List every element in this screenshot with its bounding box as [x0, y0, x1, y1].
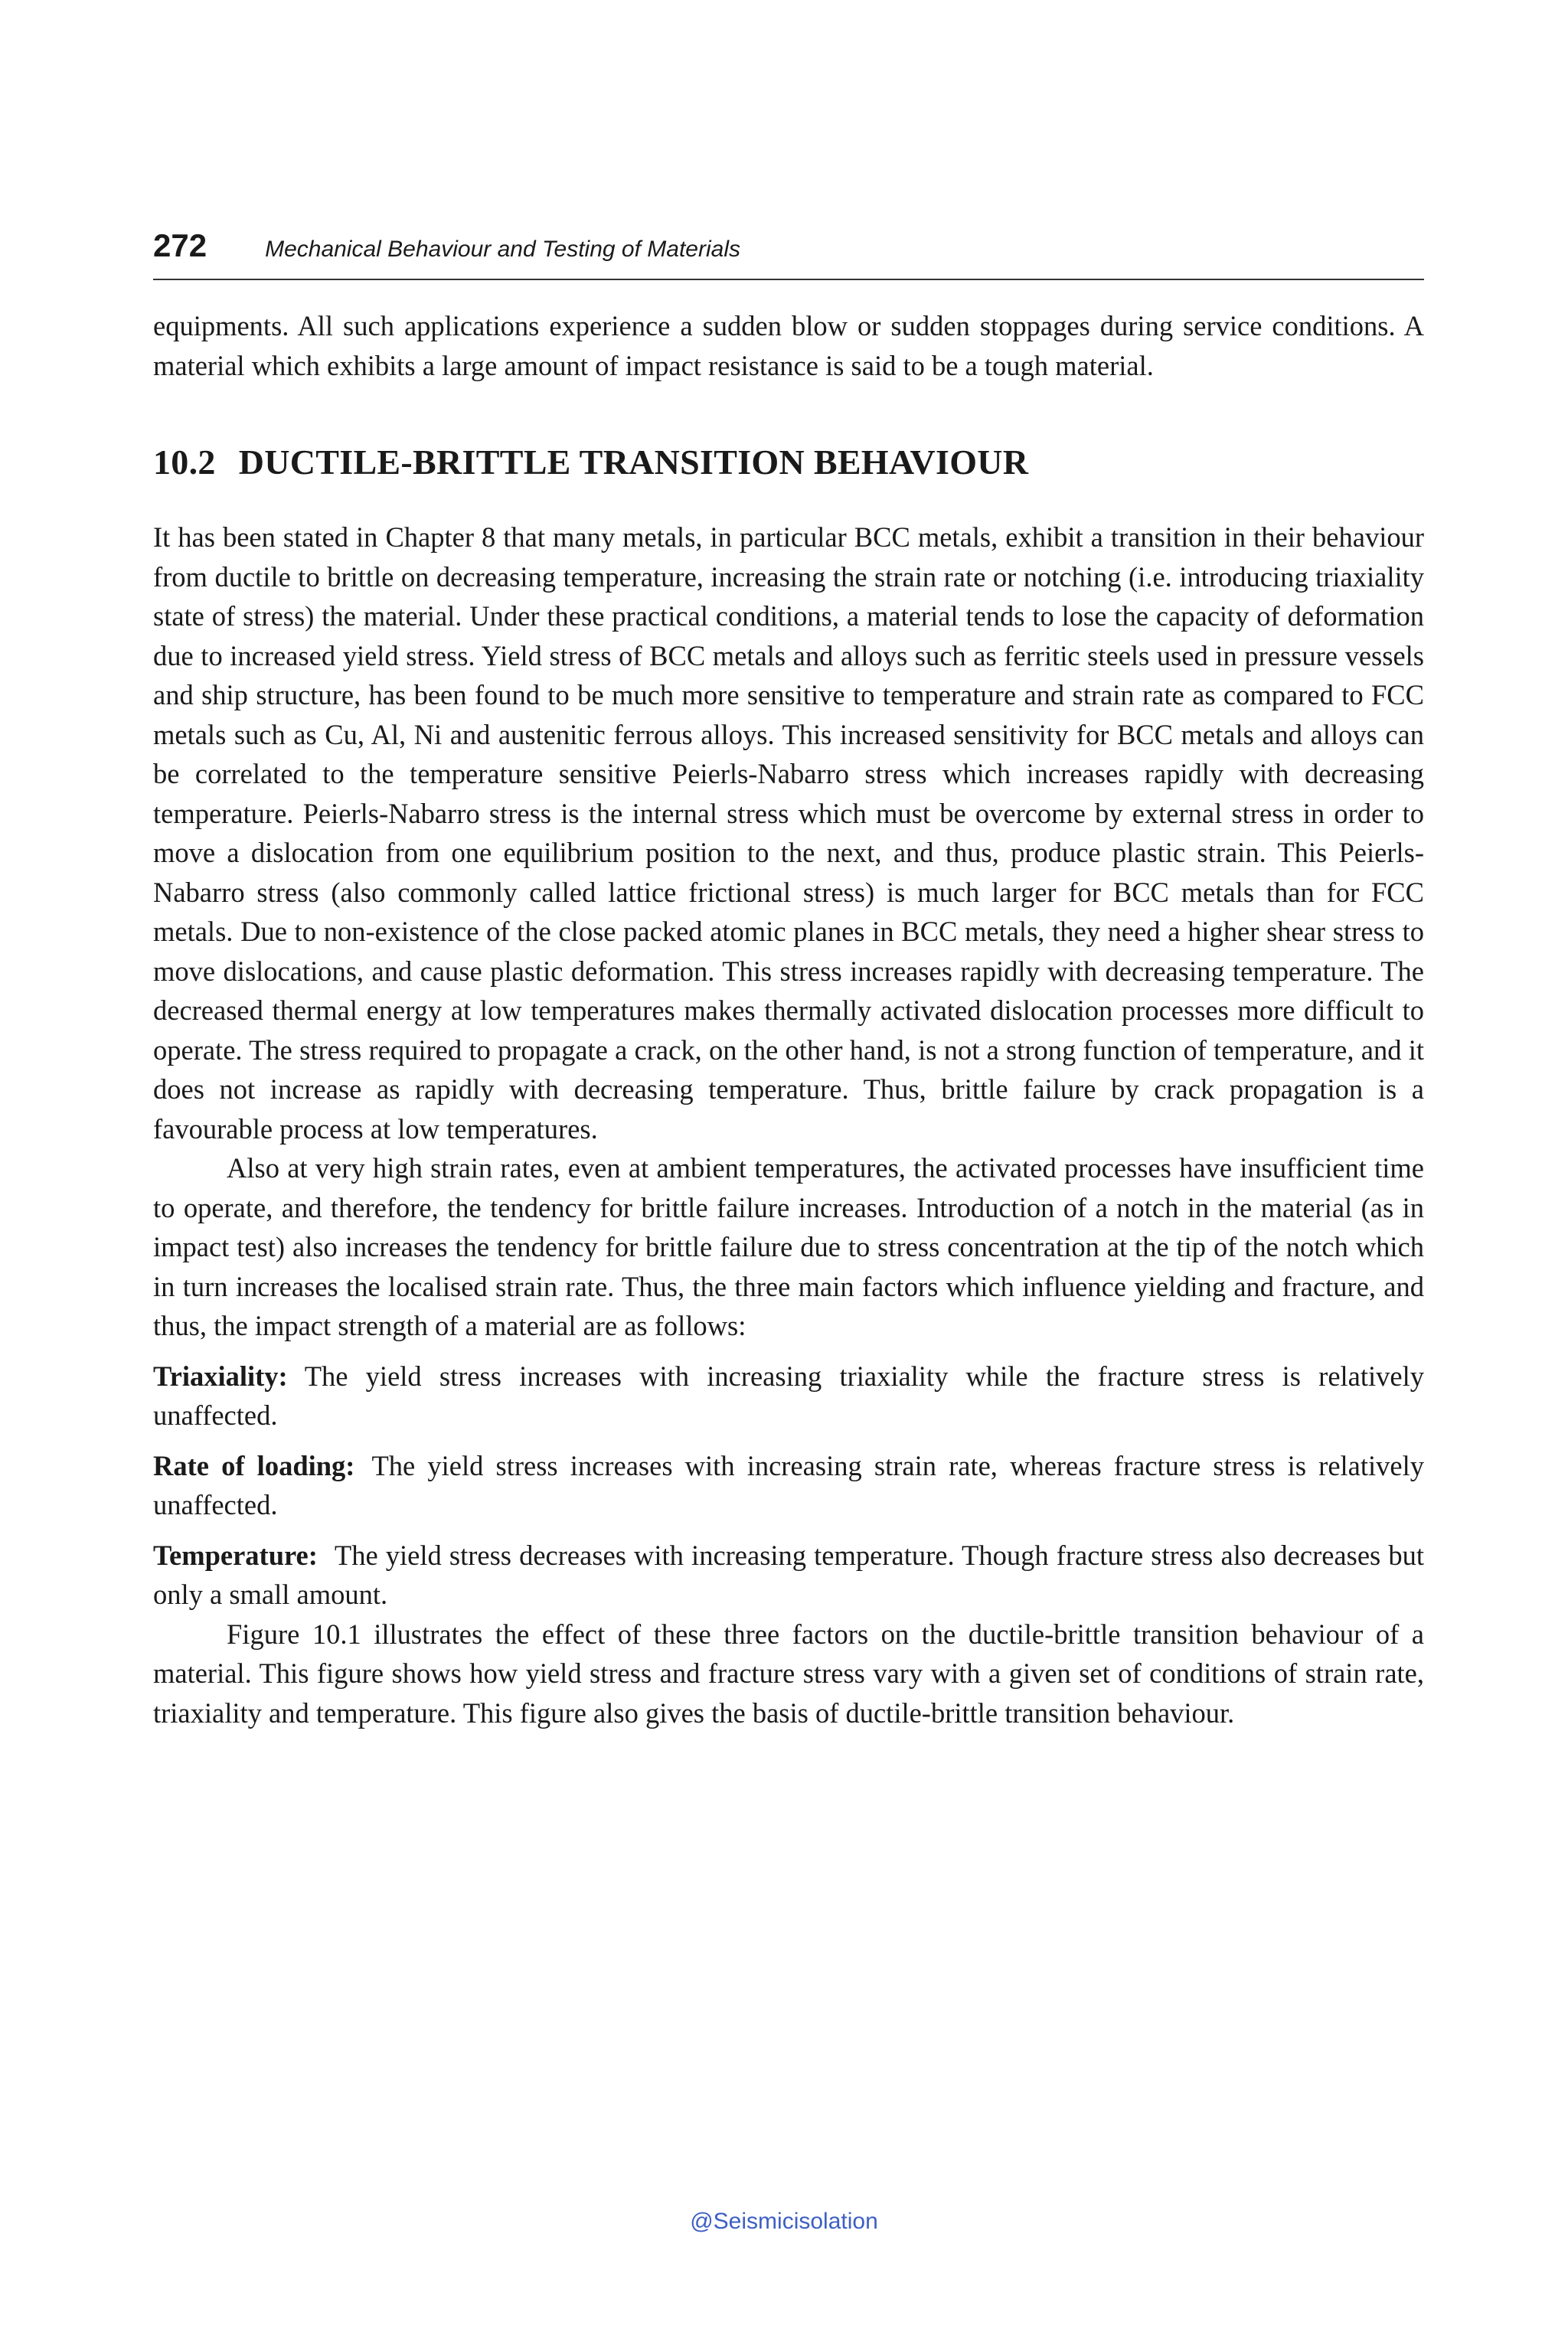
- section-number: 10.2: [153, 443, 216, 482]
- factor-triaxiality: [153, 1357, 1424, 1435]
- paragraph: Also at very high strain rates, even at ambient temperatures, the activated processes have insufficient time to operate, and therefore, the tendency for brittle failure increases. Introduction of a notch in the material (as in impact test) also increases the tendency for brittle failure due to stress concentration at the tip of the notch which in turn increases the localised strain rate. Thus, the three main factors which influence yielding and fracture, and thus, the impact strength of a material are as follows:: [153, 1152, 1424, 1341]
- factor-temperature: [153, 1536, 1424, 1615]
- factor-description: The yield stress increases with increasing triaxiality while the fracture stress is relatively unaffected.: [153, 1360, 1424, 1431]
- book-page: [153, 227, 1424, 1732]
- factor-rate-of-loading: [153, 1446, 1424, 1525]
- factor-term: Rate of loading:: [153, 1449, 355, 1481]
- running-header: [153, 227, 1424, 280]
- section-heading: [153, 442, 1424, 482]
- watermark-text: @Seismicisolation: [690, 2209, 878, 2234]
- closing-paragraph: Figure 10.1 illustrates the effect of these three factors on the ductile-brittle transition behaviour of a material. This figure shows how yield stress and fracture stress vary with a given set of conditions of strain rate, triaxiality and temperature. This figure also gives the basis of ductile-brittle transition behaviour.: [153, 1618, 1424, 1729]
- page-number: 272: [153, 227, 207, 263]
- intro-paragraph: equipments. All such applications experience a sudden blow or sudden stoppages during service conditions. A material which exhibits a large amount of impact resistance is said to be a tough material.: [153, 310, 1424, 381]
- factor-term: Temperature:: [153, 1539, 318, 1571]
- book-title: Mechanical Behaviour and Testing of Materials: [265, 237, 740, 262]
- paragraph: It has been stated in Chapter 8 that many metals, in particular BCC metals, exhibit a transition in their behaviour from ductile to brittle on decreasing temperature, increasing the strain rate or notching (i.e. introducing triaxiality state of stress) the material. Under these practical conditions, a material tends to lose the capacity of deformation due to increased yield stress. Yield stress of BCC metals and alloys such as ferritic steels used in pressure vessels and ship structure, has been found to be much more sensitive to temperature and strain rate as compared to FCC metals such as Cu, Al, Ni and austenitic ferrous alloys. This increased sensitivity for BCC metals and alloys can be correlated to the temperature sensitive Peierls-Nabarro stress which increases rapidly with decreasing temperature. Peierls-Nabarro stress is the internal stress which must be overcome by external stress in order to move a dislocation from one equilibrium position to the next, and thus, produce plastic strain. This Peierls-Nabarro stress (also commonly called lattice frictional stress) is much larger for BCC metals than for FCC metals. Due to non-existence of the close packed atomic planes in BCC metals, they need a higher shear stress to move dislocations, and cause plastic deformation. This stress increases rapidly with decreasing temperature. The decreased thermal energy at low temperatures makes thermally activated dislocation processes more difficult to operate. The stress required to propagate a crack, on the other hand, is not a strong function of temperature, and it does not increase as rapidly with decreasing temperature. Thus, brittle failure by crack propagation is a favourable process at low temperatures.: [153, 521, 1424, 1145]
- factor-term: Triaxiality:: [153, 1360, 288, 1392]
- section-title: DUCTILE-BRITTLE TRANSITION BEHAVIOUR: [238, 443, 1029, 482]
- factor-description: The yield stress decreases with increasing temperature. Though fracture stress also decreases but only a small amount.: [153, 1539, 1424, 1610]
- factor-description: The yield stress increases with increasing strain rate, whereas fracture stress is relatively unaffected.: [153, 1449, 1424, 1520]
